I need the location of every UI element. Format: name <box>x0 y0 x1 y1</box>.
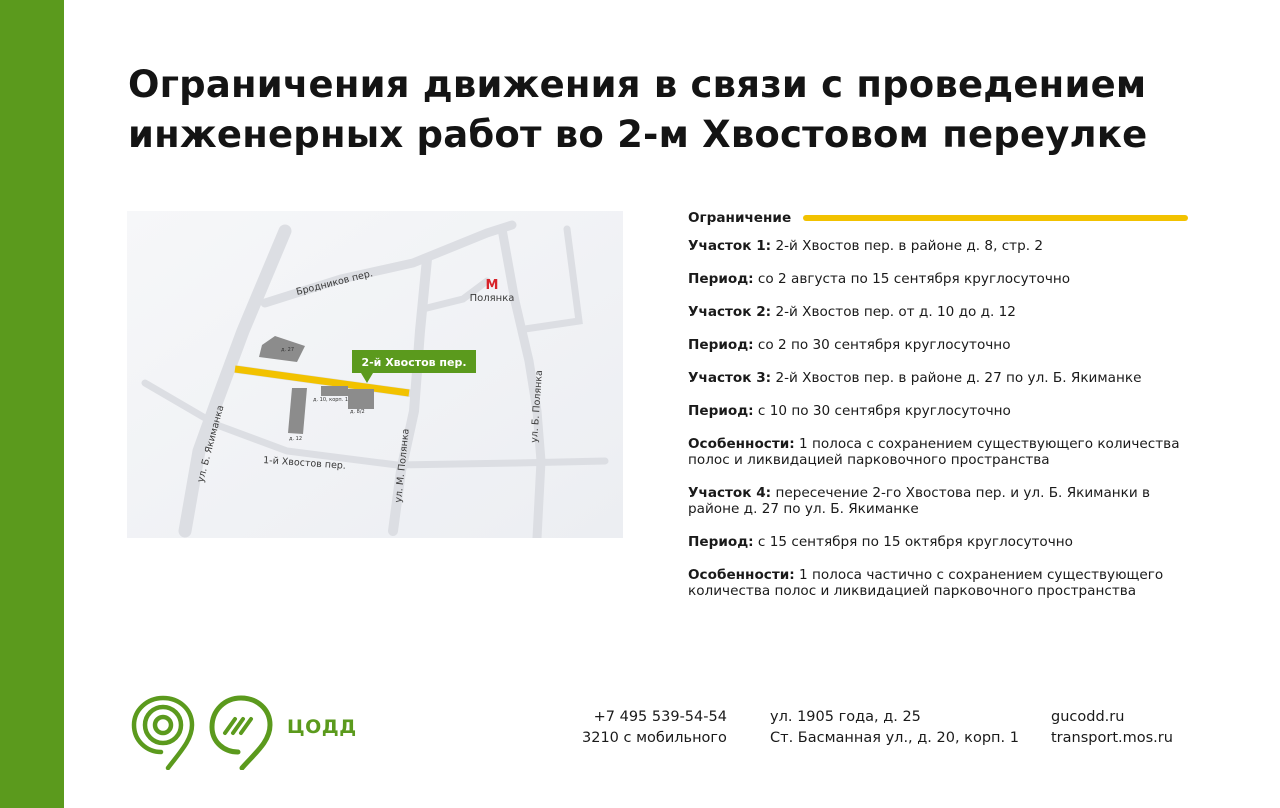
map-background <box>127 211 623 538</box>
metro-station-label: Полянка <box>469 293 515 304</box>
contact-phones <box>582 707 727 749</box>
info-header-title: Ограничение <box>688 210 792 226</box>
page-title <box>128 60 1228 160</box>
phone-number[interactable]: +7 495 539-54-54 <box>593 709 727 725</box>
info-row-label: Участок 2: <box>688 304 772 320</box>
info-row-label: Период: <box>688 403 754 419</box>
info-row-text: 2-й Хвостов пер. в районе д. 27 по ул. Б. Якиманке <box>771 370 1142 386</box>
info-row <box>688 304 1188 320</box>
title-line-1: Ограничения движения в связи с проведением <box>128 63 1147 106</box>
building-10 <box>321 386 348 396</box>
label-b-yakimanka: ул. Б. Якиманка <box>195 404 227 484</box>
title-line-2: инженерных работ во 2-м Хвостовом переулке <box>128 113 1148 156</box>
label-b-polyanka: ул. Б. Полянка <box>529 369 546 444</box>
info-header <box>688 210 1188 226</box>
info-row-text: 1 полоса с сохранением существующего количества полос и ликвидацией парковочного пространства <box>688 436 1180 468</box>
label-building-10: д. 10, корп. 1 <box>313 397 349 403</box>
restriction-legend-line <box>803 215 1188 221</box>
info-row-text: 2-й Хвостов пер. в районе д. 8, стр. 2 <box>771 238 1044 254</box>
info-row-label: Период: <box>688 271 754 287</box>
label-brodnikov: Бродников пер. <box>295 268 374 298</box>
contact-addresses <box>770 707 1019 749</box>
info-row-text: со 2 по 30 сентября круглосуточно <box>753 337 1011 353</box>
street-map <box>127 211 623 538</box>
info-row <box>688 271 1188 287</box>
label-building-12: д. 12 <box>289 436 302 442</box>
building-8 <box>348 389 374 409</box>
info-row-label: Период: <box>688 534 754 550</box>
restriction-info <box>688 210 1188 616</box>
contact-websites <box>1051 707 1173 749</box>
info-row-label: Участок 1: <box>688 238 772 254</box>
brand-name: ЦОДД <box>287 716 357 738</box>
website-link-transport[interactable]: transport.mos.ru <box>1051 730 1173 746</box>
left-green-bar <box>0 0 64 808</box>
codd-emblem-icon <box>208 694 274 770</box>
info-row-text: с 10 по 30 сентября круглосуточно <box>753 403 1011 419</box>
mobile-number: 3210 с мобильного <box>582 730 727 746</box>
info-row-text: пересечение 2-го Хвостова пер. и ул. Б. Якиманки в районе д. 27 по ул. Б. Якиманке <box>688 485 1151 517</box>
label-building-27: д. 27 <box>281 347 294 353</box>
info-row-label: Особенности: <box>688 436 795 452</box>
codd-logo-icon <box>128 694 196 770</box>
info-row-text: 2-й Хвостов пер. от д. 10 до д. 12 <box>771 304 1016 320</box>
info-row-text: со 2 августа по 15 сентября круглосуточно <box>753 271 1071 287</box>
info-row-text: 1 полоса частично с сохранением существующего количества полос и ликвидацией парковочного пространства <box>688 567 1164 599</box>
info-row-label: Участок 3: <box>688 370 772 386</box>
label-1-khvostov: 1-й Хвостов пер. <box>262 455 347 472</box>
info-row-label: Особенности: <box>688 567 795 583</box>
label-building-8: д. 8/2 <box>350 409 365 415</box>
address-2: Ст. Басманная ул., д. 20, корп. 1 <box>770 730 1019 746</box>
website-link-gucodd[interactable]: gucodd.ru <box>1051 709 1125 725</box>
info-row <box>688 238 1188 254</box>
info-row <box>688 485 1188 517</box>
info-row <box>688 403 1188 419</box>
info-row-text: с 15 сентября по 15 октября круглосуточно <box>753 534 1073 550</box>
info-row-label: Участок 4: <box>688 485 772 501</box>
info-row-label: Период: <box>688 337 754 353</box>
info-row <box>688 534 1188 550</box>
info-row <box>688 567 1188 599</box>
info-row <box>688 370 1188 386</box>
metro-icon: М <box>485 278 499 293</box>
street-map-svg <box>127 211 623 538</box>
callout-label: 2-й Хвостов пер. <box>361 356 467 369</box>
info-row <box>688 337 1188 353</box>
label-m-polyanka: ул. М. Полянка <box>393 428 412 504</box>
info-row <box>688 436 1188 468</box>
address-1: ул. 1905 года, д. 25 <box>770 709 921 725</box>
